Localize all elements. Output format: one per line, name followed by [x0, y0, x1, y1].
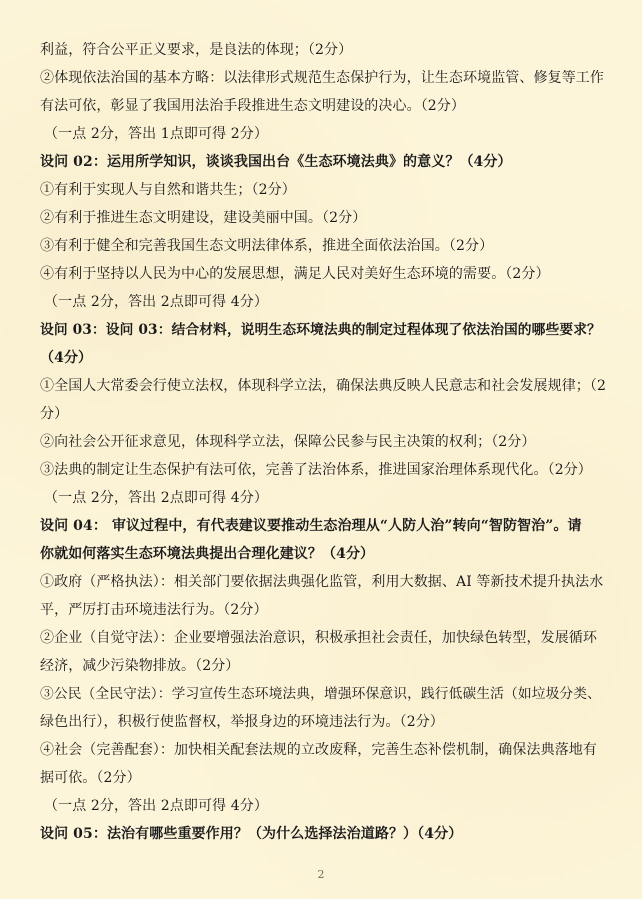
scoring-note: （一点 2分，答出 2点即可得 4分）	[44, 490, 268, 506]
scoring-note: （一点 2分，答出 2点即可得 4分）	[44, 294, 268, 310]
document-body	[40, 36, 606, 848]
answer-line: 绿色出行），积极行使监督权，举报身边的环境违法行为。（2分）	[40, 714, 444, 730]
answer-line: 经济，减少污染物排放。（2分）	[40, 658, 240, 674]
answer-line: ③有利于健全和完善我国生态文明法律体系，推进全面依法治国。（2分）	[40, 238, 494, 254]
answer-line: 分）	[40, 406, 69, 422]
question-heading: 设问 05：法治有哪些重要作用？（为什么选择法治道路？）（4分）	[40, 826, 463, 842]
answer-line: ④有利于坚持以人民为中心的发展思想，满足人民对美好生态环境的需要。（2分）	[40, 266, 550, 282]
answer-line: ①有利于实现人与自然和谐共生；（2分）	[40, 182, 296, 198]
answer-line: 据可依。（2分）	[40, 770, 141, 786]
answer-line: 利益，符合公平正义要求，是良法的体现；（2分）	[40, 42, 353, 58]
answer-line: ③公民（全民守法）：学习宣传生态环境法典，增强环保意识，践行低碳生活（如垃圾分类、	[40, 686, 601, 702]
answer-line: ③法典的制定让生态保护有法可依，完善了法治体系，推进国家治理体系现代化。（2分）	[40, 462, 592, 478]
question-heading: 你就如何落实生态环境法典提出合理化建议？（4分）	[40, 546, 375, 562]
page-number: 2	[317, 868, 325, 881]
answer-line: ④社会（完善配套）：加快相关配套法规的立改废释，完善生态补偿机制，确保法典落地有	[40, 742, 597, 758]
answer-line: ②有利于推进生态文明建设，建设美丽中国。（2分）	[40, 210, 367, 226]
answer-line: 平，严厉打击环境违法行为。（2分）	[40, 602, 268, 618]
question-heading: 设问 04： 审议过程中，有代表建议要推动生态治理从“人防人治”转向“智防智治”。请	[40, 518, 582, 534]
answer-line: 有法可依，彰显了我国用法治手段推进生态文明建设的决心。（2分）	[40, 98, 466, 114]
question-heading: 设问 03：设问 03：结合材料，说明生态环境法典的制定过程体现了依法治国的哪些要求？	[40, 322, 601, 338]
answer-line: ②向社会公开征求意见，体现科学立法，保障公民参与民主决策的权利；（2分）	[40, 434, 536, 450]
question-heading: （4分）	[40, 350, 93, 366]
answer-line: ①全国人大常委会行使立法权，体现科学立法，确保法典反映人民意志和社会发展规律；（2	[40, 378, 607, 394]
answer-line: ②体现依法治国的基本方略：以法律形式规范生态保护行为，让生态环境监管、修复等工作	[40, 70, 604, 86]
question-heading: 设问 02：运用所学知识，谈谈我国出台《生态环境法典》的意义？（4分）	[40, 154, 512, 170]
answer-line: ①政府（严格执法）：相关部门要依据法典强化监管，利用大数据、AI 等新技术提升执法水	[40, 574, 604, 590]
scoring-note: （一点 2分，答出 2点即可得 4分）	[44, 798, 268, 814]
scoring-note: （一点 2分，答出 1点即可得 2分）	[44, 126, 268, 142]
answer-line: ②企业（自觉守法）：企业要增强法治意识，积极承担社会责任，加快绿色转型，发展循环	[40, 630, 597, 646]
